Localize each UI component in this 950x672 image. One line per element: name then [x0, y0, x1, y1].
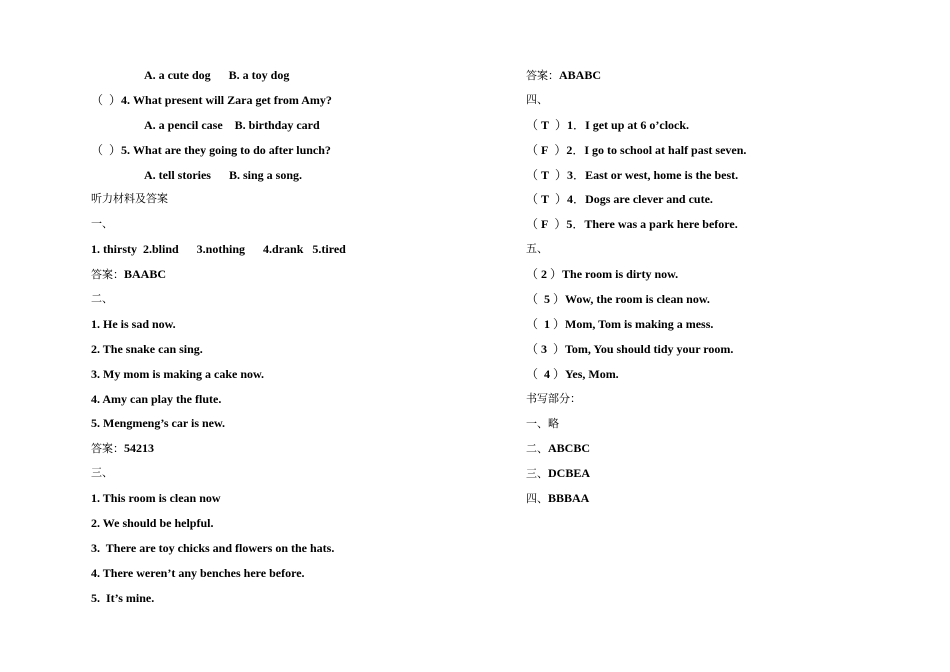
part2-line: 1. He is sad now. — [91, 316, 176, 331]
part4-item: （ T ）4．Dogs are clever and cute. — [526, 192, 713, 207]
q4-question: （ ）4. What present will Zara get from Amy? — [91, 92, 332, 107]
writing-line: 四、BBBAA — [526, 491, 590, 506]
writing-title: 书写部分： — [526, 391, 581, 405]
q5-options: A. tell stories B. sing a song. — [144, 167, 303, 182]
q4-text: 4. What present will Zara get from Amy? — [121, 92, 332, 107]
part5-item: （ 4 ）Yes, Mom. — [526, 366, 619, 381]
part3-line: 4. There weren’t any benches here before. — [91, 565, 305, 580]
writing-line: 二、ABCBC — [526, 441, 591, 456]
part1-heading: 一、 — [91, 217, 113, 231]
part2-line: 5. Mengmeng’s car is new. — [91, 416, 225, 431]
left-column — [91, 65, 491, 613]
part1-answer: 答案：BAABC — [91, 267, 167, 282]
part2-answer: 答案：54213 — [91, 441, 154, 456]
part3-heading: 三、 — [91, 466, 113, 480]
part4-item: （ T ）3．East or west, home is the best. — [526, 167, 739, 182]
q5-question: （ ）5. What are they going to do after lunch? — [91, 142, 331, 157]
part2-line: 3. My mom is making a cake now. — [91, 366, 265, 381]
writing-line: 三、DCBEA — [526, 466, 591, 481]
q3-options: A. a cute dog B. a toy dog — [144, 68, 290, 82]
part4-item: （ F ）5．There was a park here before. — [526, 217, 738, 232]
part2-line: 4. Amy can play the flute. — [91, 391, 222, 406]
part4-item: （ F ）2．I go to school at half past seven. — [526, 142, 747, 157]
part5-item: （ 2 ）The room is dirty now. — [526, 267, 679, 282]
part2-line: 2. The snake can sing. — [91, 341, 203, 356]
right-column — [526, 65, 926, 513]
part5-item: （ 1 ）Mom, Tom is making a mess. — [526, 316, 714, 331]
part4-item: （ T ）1．I get up at 6 o’clock. — [526, 117, 690, 132]
part5-item: （ 5 ）Wow, the room is clean now. — [526, 292, 710, 307]
part3-line: 2. We should be helpful. — [91, 516, 214, 531]
part1-words: 1. thirsty 2.blind 3.nothing 4.drank 5.tired — [91, 242, 346, 257]
part2-heading: 二、 — [91, 292, 113, 306]
q5-text: 5. What are they going to do after lunch? — [121, 142, 331, 157]
part3-answer: 答案：ABABC — [526, 68, 602, 82]
part5-heading: 五、 — [526, 242, 548, 256]
part3-line: 3. There are toy chicks and flowers on the hats. — [91, 540, 335, 555]
part3-line: 5. It’s mine. — [91, 590, 155, 605]
writing-line: 一、略 — [526, 417, 559, 431]
part4-heading: 四、 — [526, 92, 548, 106]
part5-item: （ 3 ）Tom, You should tidy your room. — [526, 341, 734, 356]
section-title: 听力材料及答案 — [91, 192, 168, 206]
part3-line: 1. This room is clean now — [91, 491, 221, 506]
q4-options: A. a pencil case B. birthday card — [144, 117, 320, 132]
